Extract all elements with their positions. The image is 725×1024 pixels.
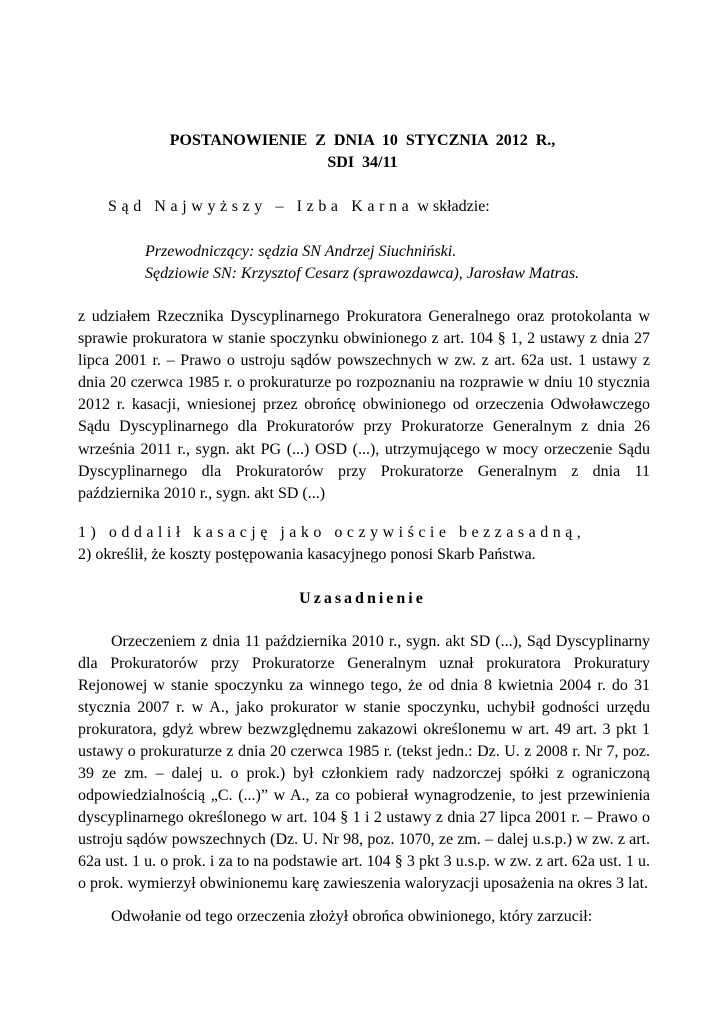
justification-paragraph-1: Orzeczeniem z dnia 11 października 2010 r., sygn. akt SD (...), Sąd Dyscyplinarny dla Prokuratorów przy Prokuratorze Generalnym uznał prokuratora Prokuratury Rejonowej w stanie spoczynku za winnego tego, że od dnia 8 kwietnia 2004 r. do 31 stycznia 2007 r. w A., jako prokurator w stanie spoczynku, uchybił godności urzędu prokuratora, gdyż wbrew bezwzględnemu zakazowi określonemu w art. 49 art. 3 pkt 1 ustawy o prokuraturze z dnia 20 czerwca 1985 r. (tekst jedn.: Dz. U. z 2008 r. Nr 7, poz. 39 ze zm. – dalej u. o prok.) był członkiem rady nadzorczej spółki z ograniczoną odpowiedzialnością „C. (...)” w A., za co pobierał wynagrodzenie, to jest przewinienia dyscyplinarnego określonego w art. 104 § 1 i 2 ustawy z dnia 27 lipca 2001 r. – Prawo o ustroju sądów powszechnych (Dz. U. Nr 98, poz. 1070, ze zm. – dalej u.s.p.) w zw. z art. 62a ust. 1 u. o prok. i za to na podstawie art. 104 § 3 pkt 3 u.s.p. w zw. z art. 62a ust. 1 u. o prok. wymierzył obwinionemu karę zawieszenia waloryzacji uposażenia na okres 3 lat. <box>78 633 650 892</box>
intro-paragraph: z udziałem Rzecznika Dyscyplinarnego Prokuratora Generalnego oraz protokolanta w sprawie prokuratora w stanie spoczynku obwinionego z art. 104 § 1, 2 ustawy z dnia 27 lipca 2001 r. – Prawo o ustroju sądów powszechnych w zw. z art. 62a ust. 1 ustawy z dnia 20 czerwca 1985 r. o prokuraturze po rozpoznaniu na rozprawie w dniu 10 stycznia 2012 r. kasacji, wniesionej przez obrońcę obwinionego od orzeczenia Odwoławczego Sądu Dyscyplinarnego dla Prokuratorów przy Prokuratorze Generalnym z dnia 26 września 2011 r., sygn. akt PG (...) OSD (...), utrzymującego w mocy orzeczenie Sądu Dyscyplinarnego dla Prokuratorów przy Prokuratorze Generalnym z dnia 11 października 2010 r., sygn. akt SD (...) <box>78 308 650 502</box>
justification-paragraph-2: Odwołanie od tego orzeczenia złożył obrońca obwinionego, który zarzucił: <box>111 908 593 925</box>
court-name: Sąd Najwyższy – Izba Karna <box>108 198 414 215</box>
case-signature: SDI 34/11 <box>327 154 398 171</box>
judges-members: Sędziowie SN: Krzysztof Cesarz (sprawozdawca), Jarosław Matras. <box>145 265 580 282</box>
composition-suffix: w składzie: <box>413 198 490 215</box>
decision-item-2: 2) określił, że koszty postępowania kasacyjnego ponosi Skarb Państwa. <box>78 546 536 563</box>
title-line-1: POSTANOWIENIE Z DNIA 10 STYCZNIA 2012 R., <box>169 132 556 149</box>
decision-item-1: 1) oddalił kasację jako oczywiście bezzasadną, <box>78 524 586 541</box>
justification-heading: Uzasadnienie <box>299 590 426 607</box>
court-composition <box>108 196 490 218</box>
judges-panel <box>145 241 579 285</box>
document-title <box>0 130 725 174</box>
presiding-judge: Przewodniczący: sędzia SN Andrzej Siuchniński. <box>145 243 457 260</box>
decision-list <box>78 522 650 566</box>
